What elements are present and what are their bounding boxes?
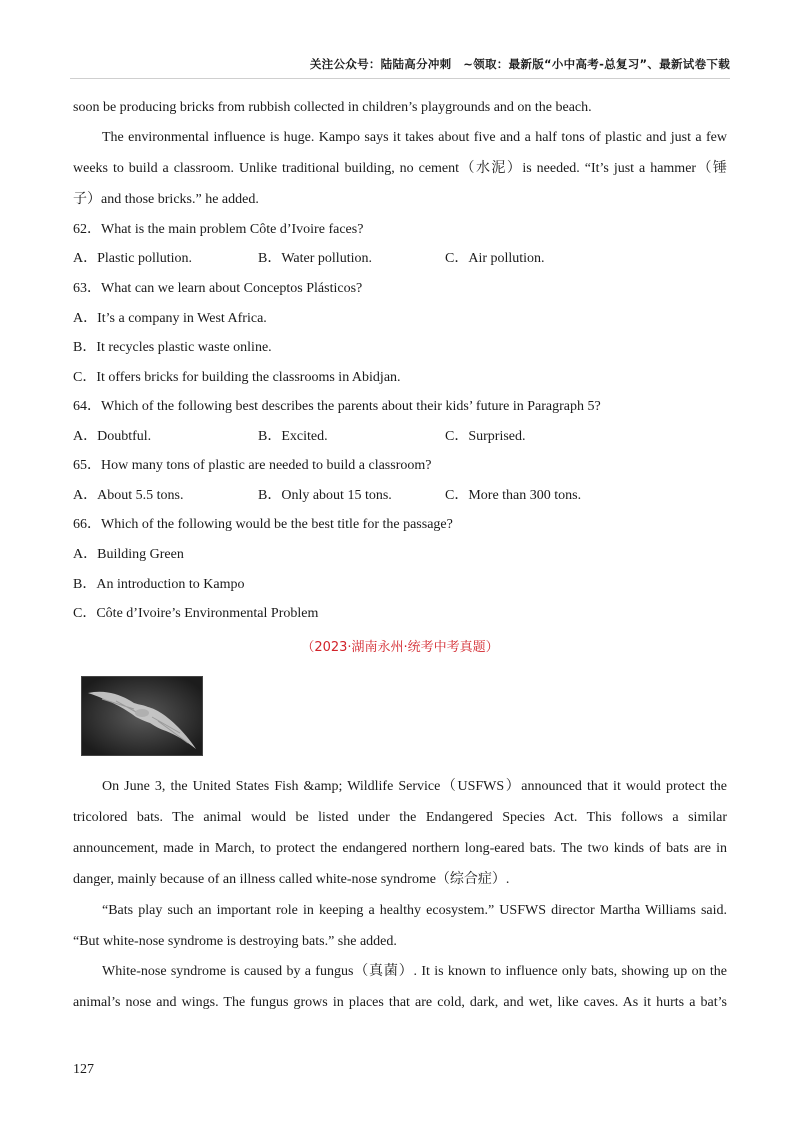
option-c: C．Air pollution. xyxy=(445,251,545,266)
option-c: C．More than 300 tons. xyxy=(445,488,582,503)
question-63-stem: 63．What can we learn about Conceptos Plásticos? xyxy=(73,281,363,296)
passage2-line-7: White-nose syndrome is caused by a fungus（真菌）. It is known to influence only bats, showing up on the xyxy=(102,964,727,979)
passage1-line-1: soon be producing bricks from rubbish collected in children’s playgrounds and on the beach. xyxy=(73,100,592,115)
question-63-option-b: B．It recycles plastic waste online. xyxy=(73,340,272,355)
header-divider xyxy=(70,78,730,79)
option-b: B．Only about 15 tons. xyxy=(258,488,392,503)
page-header: 关注公众号：陆陆高分冲刺 ~领取：最新版“小中高考-总复习”、最新试卷下载 xyxy=(309,57,730,71)
bat-silhouette-icon xyxy=(82,677,202,755)
passage1-line-4: 子）and those bricks.” he added. xyxy=(73,192,259,207)
passage2-line-2: tricolored bats. The animal would be listed under the Endangered Species Act. This follows a similar xyxy=(73,810,727,825)
question-64-stem: 64．Which of the following best describes the parents about their kids’ future in Paragraph 5? xyxy=(73,399,601,414)
option-c: C．Surprised. xyxy=(445,429,526,444)
option-a: A．Doubtful. xyxy=(73,429,152,444)
passage2-line-8: animal’s nose and wings. The fungus grows in places that are cold, dark, and wet, like caves. As it hurts a bat’s xyxy=(73,995,727,1010)
option-b: B．Water pollution. xyxy=(258,251,372,266)
question-63-option-c: C．It offers bricks for building the classrooms in Abidjan. xyxy=(73,370,401,385)
passage2-line-3: announcement, made in March, to protect the endangered northern long-eared bats. The two kinds of bats are in xyxy=(73,841,727,856)
question-65-stem: 65．How many tons of plastic are needed to build a classroom? xyxy=(73,458,432,473)
question-66-option-b: B．An introduction to Kampo xyxy=(73,577,245,592)
source-tag: （2023·湖南永州·统考中考真题） xyxy=(301,640,499,655)
question-62-stem: 62．What is the main problem Côte d’Ivoire faces? xyxy=(73,222,364,237)
option-a: A．About 5.5 tons. xyxy=(73,488,184,503)
question-66-stem: 66．Which of the following would be the best title for the passage? xyxy=(73,517,453,532)
passage1-line-2: The environmental influence is huge. Kampo says it takes about five and a half tons of plastic and just a few xyxy=(102,130,727,145)
passage2-line-4: danger, mainly because of an illness called white-nose syndrome（综合症）. xyxy=(73,872,510,887)
passage1-line-3: weeks to build a classroom. Unlike traditional building, no cement（水泥）is needed. “It’s just a hammer（锤 xyxy=(73,161,727,176)
bat-photo xyxy=(82,677,202,755)
option-a: A．Plastic pollution. xyxy=(73,251,192,266)
passage2-line-6: “But white-nose syndrome is destroying bats.” she added. xyxy=(73,934,397,949)
page-number: 127 xyxy=(73,1062,94,1077)
passage2-line-5: “Bats play such an important role in keeping a healthy ecosystem.” USFWS director Martha Williams said. xyxy=(102,903,727,918)
option-b: B．Excited. xyxy=(258,429,328,444)
passage2-line-1: On June 3, the United States Fish &amp; Wildlife Service（USFWS）announced that it would protect the xyxy=(102,779,727,794)
question-63-option-a: A．It’s a company in West Africa. xyxy=(73,311,267,326)
question-66-option-c: C．Côte d’Ivoire’s Environmental Problem xyxy=(73,606,319,621)
question-66-option-a: A．Building Green xyxy=(73,547,184,562)
